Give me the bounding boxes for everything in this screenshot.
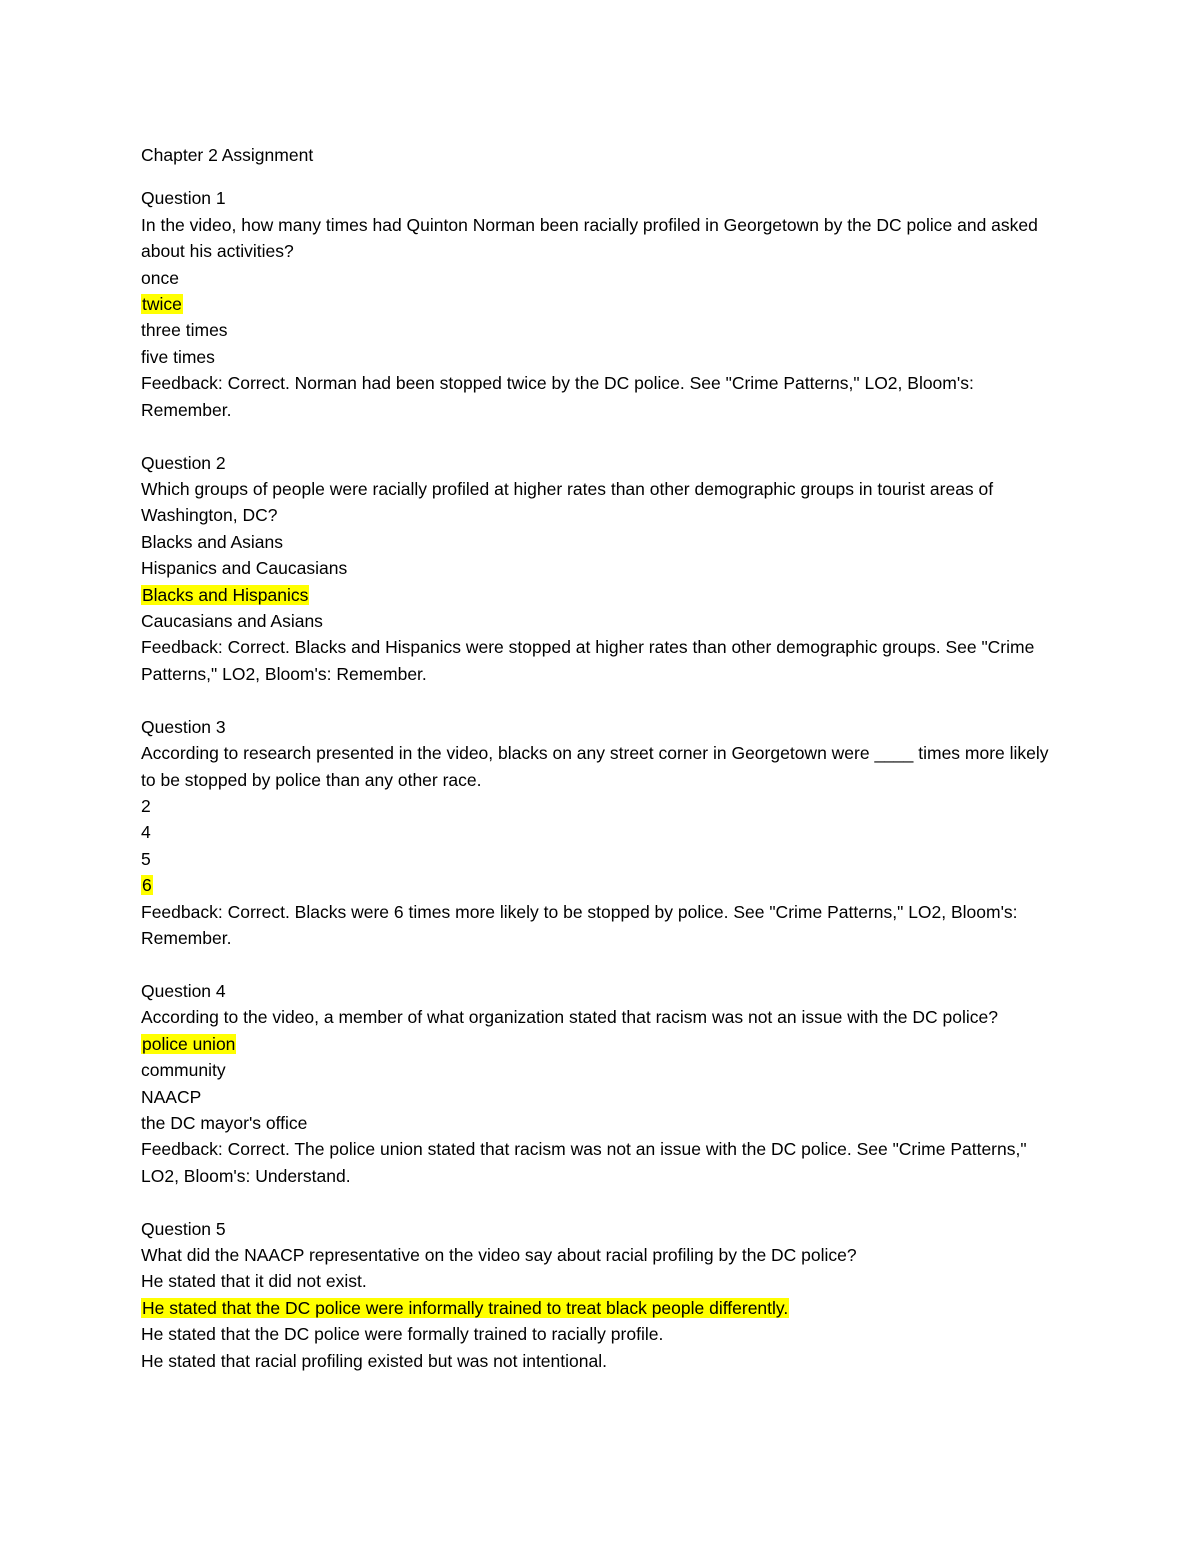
answer-option — [141, 265, 1061, 291]
question-block-2 — [141, 450, 1061, 688]
question-block-4 — [141, 978, 1061, 1189]
answer-option-text: three times — [141, 320, 228, 341]
question-heading: Question 1 — [141, 188, 226, 209]
highlighted-answer: twice — [142, 294, 182, 315]
question-heading: Question 5 — [141, 1218, 226, 1239]
answer-option-text: 2 — [141, 795, 151, 816]
question-text: According to research presented in the video, blacks on any street corner in Georgetown were ____ times more likely to be stopped by police than any other race. — [141, 743, 1049, 790]
answer-option — [141, 317, 1061, 343]
document-page — [141, 142, 1061, 1401]
answer-option — [141, 819, 1061, 845]
answer-option-text: 5 — [141, 848, 151, 869]
answer-option — [141, 344, 1061, 370]
answer-option-correct — [141, 872, 1061, 898]
feedback-text: Feedback: Correct. The police union stated that racism was not an issue with the DC police. See "Crime Patterns," LO2, Bloom's: Understand. — [141, 1139, 1027, 1186]
answer-option-text: community — [141, 1060, 226, 1081]
answer-option-text: Caucasians and Asians — [141, 611, 323, 631]
question-text: In the video, how many times had Quinton Norman been racially profiled in Georgetown by the DC police and asked about his activities? — [141, 214, 1038, 262]
feedback-text: Feedback: Correct. Blacks and Hispanics were stopped at higher rates than other demographic groups. See "Crime Patterns," LO2, Bloom's: Remember. — [141, 637, 1035, 684]
answer-option — [141, 793, 1061, 819]
question-text: According to the video, a member of what organization stated that racism was not an issue with the DC police? — [141, 1007, 998, 1028]
question-text: Which groups of people were racially profiled at higher rates than other demographic groups in tourist areas of Washington, DC? — [141, 478, 994, 526]
highlighted-answer: 6 — [142, 875, 152, 896]
answer-option — [141, 1057, 1061, 1083]
answer-option-text: Hispanics and Caucasians — [141, 558, 348, 579]
answer-option — [141, 1110, 1061, 1136]
answer-option-text: NAACP — [141, 1086, 202, 1107]
highlighted-answer: Blacks and Hispanics — [142, 584, 309, 605]
question-text: What did the NAACP representative on the video say about racial profiling by the DC police? — [141, 1245, 857, 1266]
question-heading: Question 4 — [141, 980, 226, 1001]
answer-option — [141, 1084, 1061, 1110]
answer-option-correct — [141, 1031, 1061, 1057]
answer-option-text: 4 — [141, 822, 151, 843]
answer-option-text: He stated that racial profiling existed but was not intentional. — [141, 1350, 607, 1371]
question-block-3 — [141, 714, 1061, 952]
answer-option-correct — [141, 582, 1061, 608]
answer-option — [141, 1268, 1061, 1294]
feedback-text: Feedback: Correct. Blacks were 6 times more likely to be stopped by police. See "Crime Patterns," LO2, Bloom's: Remember. — [141, 901, 1018, 948]
question-heading: Question 3 — [141, 716, 226, 737]
feedback-text: Feedback: Correct. Norman had been stopped twice by the DC police. See "Crime Patterns," LO2, Bloom's: Remember. — [141, 373, 974, 420]
answer-option-text: He stated that it did not exist. — [141, 1271, 367, 1292]
answer-option-correct — [141, 291, 1061, 317]
answer-option-correct — [141, 1295, 1061, 1321]
question-block-5 — [141, 1216, 1061, 1374]
question-block-1 — [141, 185, 1061, 423]
answer-option-text: He stated that the DC police were formally trained to racially profile. — [141, 1324, 664, 1345]
answer-option — [141, 529, 1061, 555]
question-heading: Question 2 — [141, 452, 226, 473]
answer-option — [141, 555, 1061, 581]
answer-option-text: Blacks and Asians — [141, 531, 284, 552]
document-title: Chapter 2 Assignment — [141, 145, 314, 165]
highlighted-answer: police union — [142, 1033, 236, 1054]
answer-option — [141, 608, 1061, 634]
answer-option-text: the DC mayor's office — [141, 1112, 308, 1133]
answer-option-text: once — [141, 267, 179, 288]
highlighted-answer: He stated that the DC police were informally trained to treat black people differently. — [142, 1297, 789, 1318]
answer-option — [141, 1348, 1061, 1374]
answer-option — [141, 846, 1061, 872]
answer-option-text: five times — [141, 346, 215, 367]
answer-option — [141, 1321, 1061, 1347]
